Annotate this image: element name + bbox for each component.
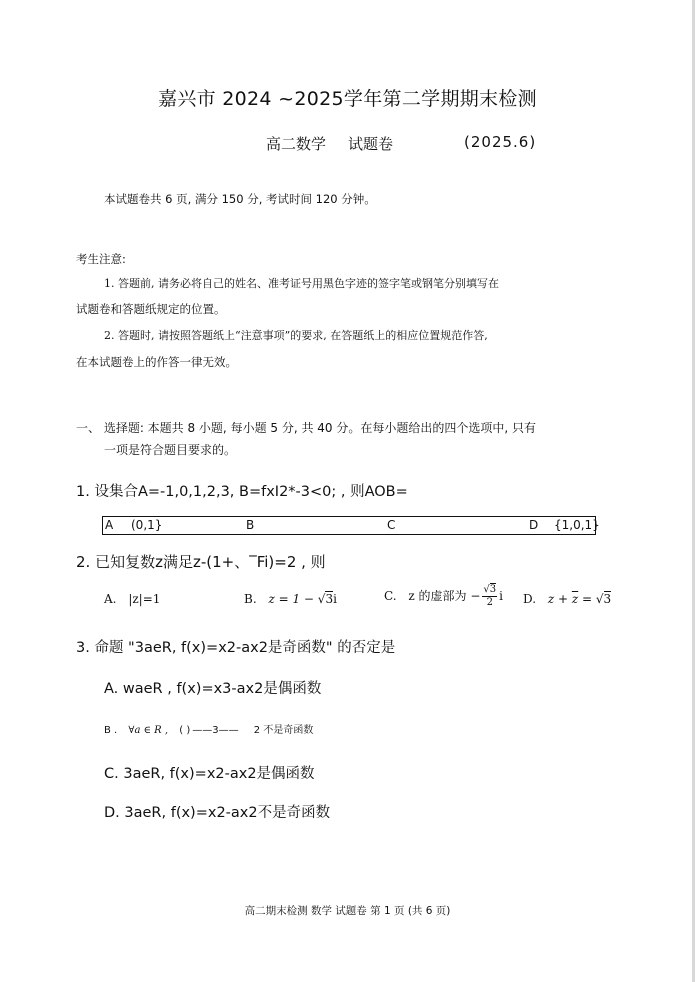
q1-option-a-label: A — [105, 518, 114, 532]
q3-option-c: C. 3aeR, f(x)=x2-ax2是偶函数 — [104, 766, 315, 782]
q1-option-c-label: C — [387, 518, 396, 532]
intro-text: 本试题卷共 6 页, 满分 150 分, 考试时间 120 分钟。 — [104, 192, 376, 206]
q2-option-c-frac-den: 2 — [486, 597, 493, 608]
q3-option-b-paren: ( ) — [179, 725, 191, 736]
q3-option-d: D. 3aeR, f(x)=x2-ax2不是奇函数 — [104, 805, 331, 821]
q2-option-d-expr-pre: z + — [547, 592, 572, 606]
q2-option-d — [523, 592, 611, 606]
sqrt-symbol: √ — [595, 592, 604, 606]
q2-option-a — [104, 592, 160, 606]
q1-option-d-text: {1,0,1} — [554, 518, 600, 532]
q2-option-d-conj: $\overline{z}$ — [571, 592, 579, 606]
q2-option-b-expr-pre: z = 1 − — [268, 592, 318, 606]
question-1-options — [102, 516, 600, 535]
q2-option-d-label: D. — [523, 592, 537, 606]
q1-option-d-label: D — [529, 518, 539, 532]
q3-option-b — [104, 721, 313, 736]
section-1-heading-cont: 一项是符合题目要求的。 — [104, 443, 237, 457]
q2-option-b — [244, 592, 337, 606]
notice-heading: 考生注意: — [76, 252, 126, 266]
exam-subtitle — [266, 133, 537, 154]
q3-option-b-quant: ∀a ∈ R , — [128, 725, 169, 736]
notice-item-1-line-2: 试题卷和答题纸规定的位置。 — [76, 302, 226, 316]
exam-date: (2025.6) — [464, 133, 537, 151]
q2-option-c-frac-num: 3 — [489, 584, 497, 595]
q2-option-d-expr-mid: = — [578, 592, 596, 606]
q1-option-a-text: (0,1} — [131, 518, 163, 532]
q2-option-d-root: 3 — [603, 592, 612, 606]
q3-option-b-tail: 2 不是奇函数 — [253, 725, 314, 736]
question-1-stem: 1. 设集合A=-1,0,1,2,3, B=fxI2*-3<0; , 则AOB= — [76, 484, 408, 500]
paper-label: 试题卷 — [348, 135, 394, 153]
q2-option-b-expr-post: i — [333, 592, 337, 606]
subject-label: 高二数学 — [266, 135, 327, 153]
q2-option-a-label: A. — [104, 592, 117, 606]
q3-option-a: A. waeR , f(x)=x3-ax2是偶函数 — [104, 681, 322, 697]
question-3-stem: 3. 命题 "3aeR, f(x)=x2-ax2是奇函数" 的否定是 — [76, 640, 396, 656]
q2-option-c — [384, 584, 503, 609]
section-1-heading: 一、 选择题: 本题共 8 小题, 每小题 5 分, 共 40 分。在每小题给出的四个选项中, 只有 — [76, 421, 536, 435]
page-footer: 高二期末检测 数学 试题卷 第 1 页 (共 6 页) — [244, 905, 451, 917]
q2-option-c-expr-post: i — [499, 589, 504, 603]
q2-option-a-expr: |z|=1 — [128, 592, 161, 606]
q2-option-b-label: B. — [244, 592, 257, 606]
sqrt-symbol: √ — [483, 584, 490, 595]
q3-option-b-dash: ——3—— — [192, 725, 239, 736]
notice-item-2-line-1: 2. 答题时, 请按照答题纸上“注意事项”的要求, 在答题纸上的相应位置规范作答, — [104, 329, 488, 342]
q1-option-b-label: B — [246, 518, 255, 532]
notice-item-2-line-2: 在本试题卷上的作答一律无效。 — [76, 355, 237, 369]
q2-option-b-root: 3 — [325, 592, 334, 606]
q3-option-b-label: B . — [104, 725, 118, 736]
q2-option-c-expr-pre: z 的虚部为 − — [408, 589, 481, 603]
q2-option-c-fraction — [482, 584, 497, 609]
sqrt-symbol: √ — [317, 592, 326, 606]
exam-title: 嘉兴市 2024 ~2025学年第二学期期末检测 — [158, 88, 537, 110]
question-2-stem: 2. 已知复数z满足z-(1+、‾Fi)=2 , 则 — [76, 553, 326, 571]
q2-option-c-label: C. — [384, 589, 397, 603]
notice-item-1-line-1: 1. 答题前, 请务必将自己的姓名、准考证号用黑色字迹的签字笔或钢笔分别填写在 — [104, 277, 499, 290]
